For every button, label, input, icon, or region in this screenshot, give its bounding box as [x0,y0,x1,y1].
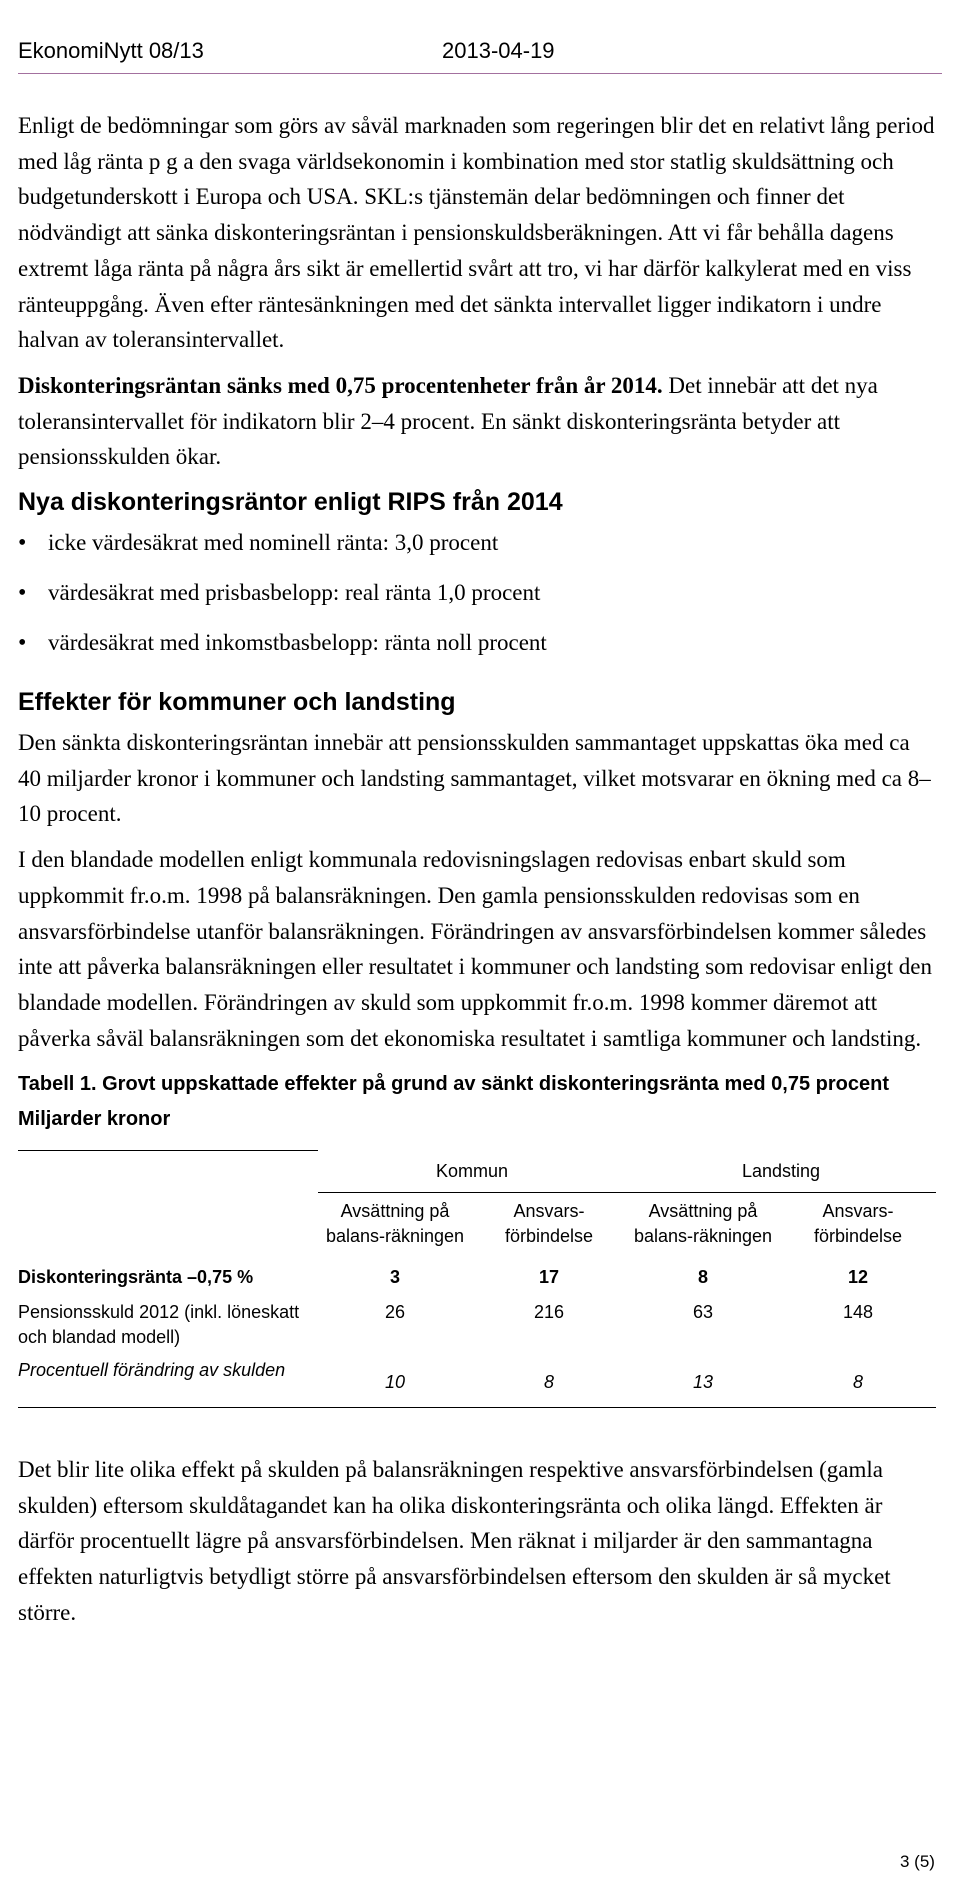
table-cell: 8 [697,1266,708,1287]
table-cell: 12 [847,1266,869,1287]
paragraph-mixed-model: I den blandade modellen enligt kommunala redovisningslagen redovisas enbart skuld som uppkommit fr.o.m. 1998 på balansräkningen. Den gamla pensionsskulden redovisas som en ansvarsförbindelse utanför balansräkningen. Förändringen av ansvarsförbindelsen kommer således inte att påverka balansräkningen eller resultatet i kommuner och landsting som redovisar enligt den blandade modellen. Förändringen av skuld som uppkommit fr.o.m. 1998 kommer däremot att påverka såväl balansräkningen som det ekonomiska resultatet i samtliga kommuner och landsting. [18,847,932,1051]
row-label: Procentuell förändring av skulden [18,1354,318,1408]
column-header: Ansvars-förbindelse [813,1200,903,1246]
rate-decision-text: Det innebär att det nya toleransintervallet för indikatorn blir 2–4 procent. En sänkt diskonteringsränta betyder att pensionsskulden ökar. [18,372,878,470]
column-header: Ansvars-förbindelse [504,1200,594,1246]
group-header-landsting: Landsting [626,1151,936,1193]
table-row [18,1354,936,1408]
page-header [18,38,942,68]
table-cell: 17 [538,1266,560,1287]
row-label: Diskonteringsränta –0,75 % [18,1266,254,1287]
rate-decision-bold: Diskonteringsräntan sänks med 0,75 procentenheter från år 2014. [18,372,663,398]
rates-list [18,525,936,675]
column-header: Avsättning på balans-räkningen [633,1200,773,1246]
table-cell: 13 [626,1354,780,1408]
publication-date: 2013-04-19 [442,38,555,63]
column-header: Avsättning på balans-räkningen [325,1200,465,1246]
heading-new-rates: Nya diskonteringsräntor enligt RIPS från 2014 [18,488,563,517]
group-header-kommun: Kommun [318,1151,626,1193]
list-item: • icke värdesäkrat med nominell ränta: 3,0 procent [18,525,936,575]
table-unit: Miljarder kronor [18,1108,171,1131]
paragraph-effect-size: Den sänkta diskonteringsräntan innebär att pensionsskulden sammantaget uppskattas öka med ca 40 miljarder kronor i kommuner och landsting sammantaget, vilket motsvarar en ökning med ca 8–10 procent. [18,730,931,827]
table-cell: 8 [472,1354,626,1408]
list-item: • värdesäkrat med inkomstbasbelopp: ränta noll procent [18,625,936,675]
table-row [18,1259,936,1296]
table-cell: 26 [384,1301,406,1322]
paragraph-interest-outlook: Enligt de bedömningar som görs av såväl marknaden som regeringen blir det en relativt lång period med låg ränta p g a den svaga världsekonomin i kombination med stor statlig skuldsättning och budgetunderskott i Europa och USA. SKL:s tjänstemän delar bedömningen och finner det nödvändigt att sänka diskonteringsräntan i pensionskuldsberäkningen. Att vi får behålla dagens extremt låga ränta på några års sikt är emellertid svårt att tro, vi har därför kalkylerat med en viss ränteuppgång. Även efter räntesänkningen med det sänkta intervallet ligger indikatorn i undre halvan av toleransintervallet. [18,113,935,353]
paragraph-effect-difference: Det blir lite olika effekt på skulden på balansräkningen respektive ansvarsförbindelsen (gamla skulden) eftersom skuldåtagandet kan ha olika diskonteringsränta och olika längd. Effekten är därför procentuellt lägre på ansvarsförbindelsen. Men räknat i miljarder är den sammantagna effekten naturligtvis betydligt större på ansvarsförbindelsen eftersom den skulden är så mycket större. [18,1456,891,1625]
header-divider [18,73,942,74]
publication-title: EkonomiNytt 08/13 [18,38,204,63]
table-cell: 63 [692,1301,714,1322]
row-label: Pensionsskuld 2012 (inkl. löneskatt och blandad modell) [18,1301,300,1347]
heading-effects: Effekter för kommuner och landsting [18,688,456,717]
table-row [18,1296,936,1354]
effects-table [18,1150,936,1408]
page-number: 3 (5) [900,1852,935,1871]
table-cell: 8 [780,1354,936,1408]
table-cell: 148 [842,1301,874,1322]
paragraph-rate-decision [18,368,936,475]
table-cell: 10 [318,1354,472,1408]
list-item: • värdesäkrat med prisbasbelopp: real ränta 1,0 procent [18,575,936,625]
table-cell: 3 [389,1266,400,1287]
table-cell: 216 [533,1301,565,1322]
document-body [18,108,936,1640]
table-caption: Tabell 1. Grovt uppskattade effekter på grund av sänkt diskonteringsränta med 0,75 procent [18,1073,889,1096]
